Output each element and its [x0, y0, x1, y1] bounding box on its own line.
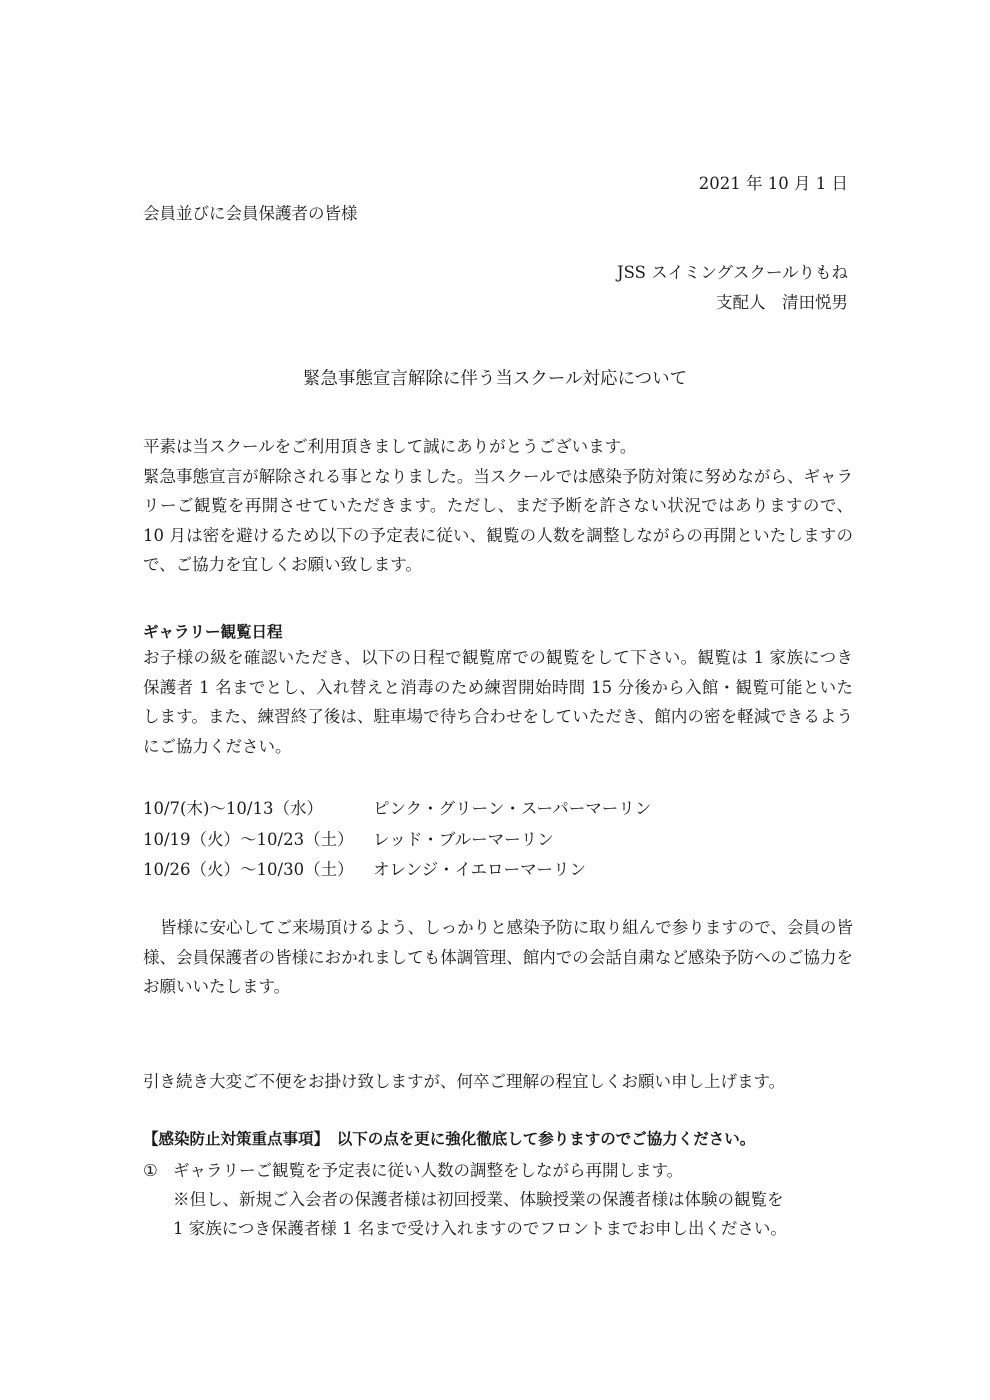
gallery-body: お子様の級を確認いただき、以下の日程で観覧席での観覧をして下さい。観覧は 1 家族につき保護者 1 名までとし、入れ替えと消毒のため練習開始時間 15 分後から入館・観覧可能といたします。また、練習終了後は、駐車場で待ち合わせをしていただき、館内の密を軽減できるようにご協力ください。	[143, 648, 853, 756]
measures-item	[143, 1157, 683, 1181]
schedule-classes: ピンク・グリーン・スーパーマーリン	[373, 799, 652, 818]
schedule-classes: レッド・ブルーマーリン	[373, 830, 554, 849]
schedule-row	[143, 795, 651, 819]
gallery-heading: ギャラリー観覧日程	[143, 623, 283, 641]
intro-body: 緊急事態宣言が解除される事となりました。当スクールでは感染予防対策に努めながら、ギャラリーご観覧を再開させていただきます。ただし、まだ予断を許さない状況ではありますので、10 月は密を避けるため以下の予定表に従い、観覧の人数を調整しながらの再開といたしますので、ご協力を宜しくお願い致します。	[143, 466, 853, 574]
sender-name: 支配人 清田悦男	[716, 293, 848, 312]
schedule-classes: オレンジ・イエローマーリン	[373, 860, 587, 879]
document-date: 2021 年 10 月 1 日	[698, 174, 848, 193]
closing-paragraph: 皆様に安心してご来場頂けるよう、しっかりと感染予防に取り組んで参りますので、会員の皆様、会員保護者の皆様におかれましても体調管理、館内での会話自粛など感染予防へのご協力をお願いいたします。	[143, 918, 853, 996]
schedule-row	[143, 826, 554, 850]
intro-line: 平素は当スクールをご利用頂きまして誠にありがとうございます。	[143, 437, 637, 456]
schedule-dates: 10/7(木)～10/13（水）	[143, 799, 323, 818]
document-title: 緊急事態宣言解除に伴う当スクール対応について	[302, 369, 688, 389]
recipient: 会員並びに会員保護者の皆様	[143, 204, 358, 223]
item-marker: ①	[143, 1161, 158, 1180]
measures-heading: 【感染防止対策重点事項】 以下の点を更に強化徹底して参りますのでご協力ください。	[143, 1130, 756, 1148]
schedule-dates: 10/19（火）～10/23（土）	[143, 830, 354, 849]
intro-paragraph	[143, 432, 853, 580]
closing-line: 引き続き大変ご不便をお掛け致しますが、何卒ご理解の程宜しくお願い申し上げます。	[143, 1072, 786, 1091]
item-note-line: ※但し、新規ご入会者の保護者様は初回授業、体験授業の保護者様は体験の観覧を	[173, 1190, 784, 1209]
item-note-line: 1 家族につき保護者様 1 名まで受け入れますのでフロントまでお申し出ください。	[173, 1219, 787, 1238]
schedule-dates: 10/26（火）～10/30（土）	[143, 860, 354, 879]
schedule-row	[143, 856, 586, 880]
item-text: ギャラリーご観覧を予定表に従い人数の調整をしながら再開します。	[173, 1161, 684, 1180]
sender-organization: JSS スイミングスクールりもね	[616, 263, 848, 282]
